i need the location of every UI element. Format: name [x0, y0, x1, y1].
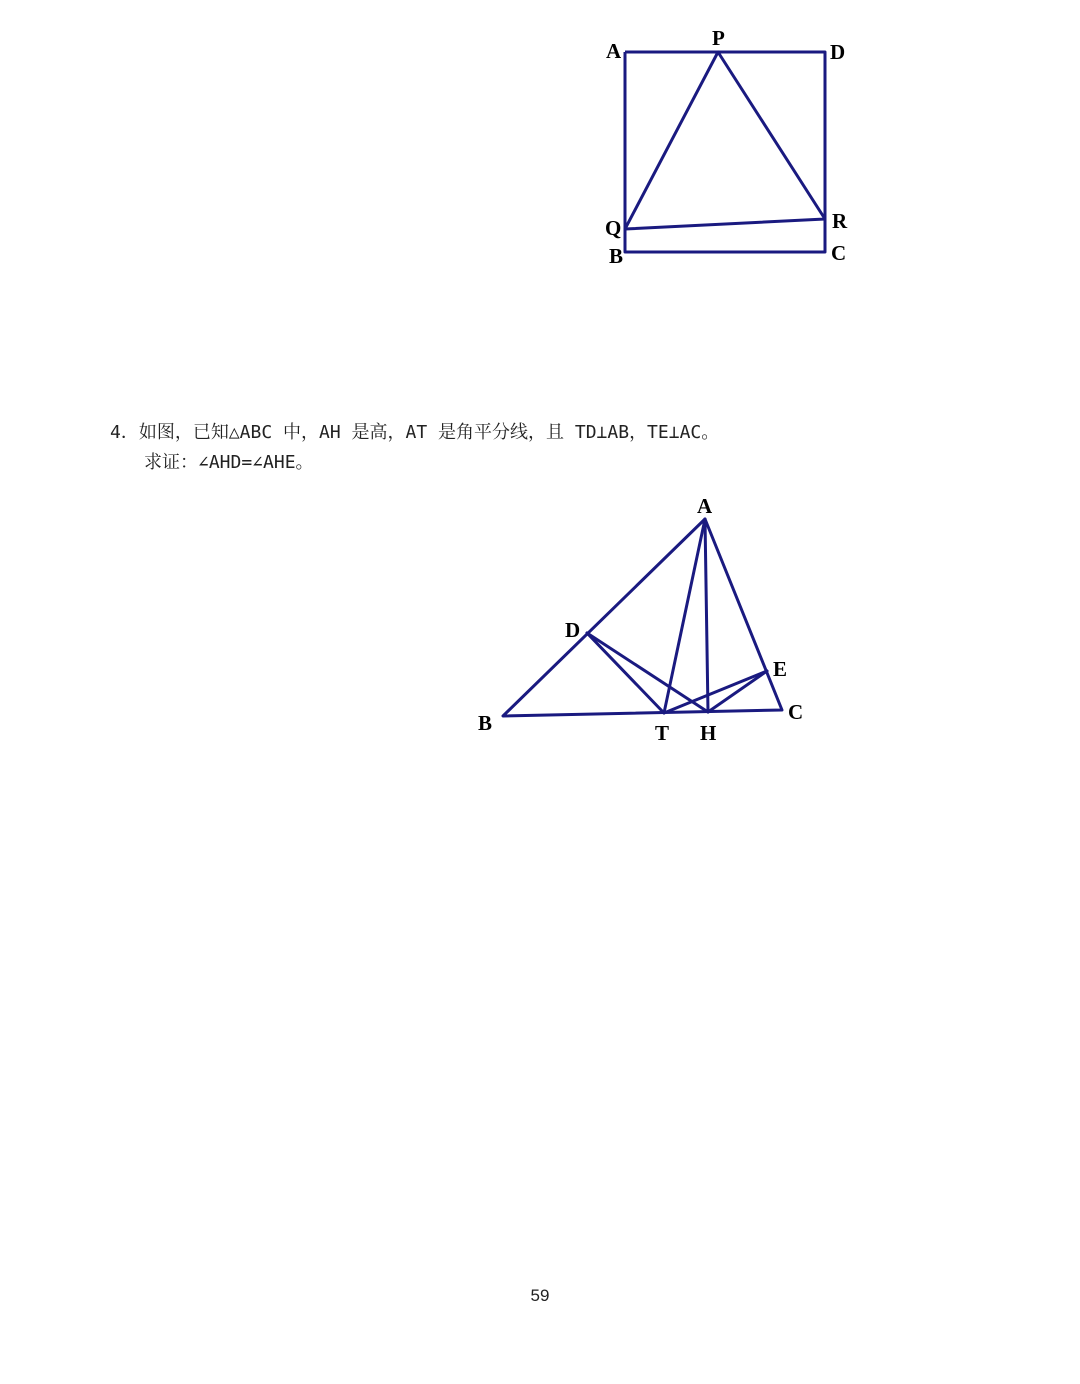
label-b: B [478, 711, 493, 735]
segment-at [664, 519, 705, 713]
label-q: Q [605, 216, 622, 240]
label-e: E [773, 657, 788, 681]
segment-dh [587, 633, 708, 712]
triangle-abc [503, 519, 782, 716]
label-a: A [606, 39, 622, 63]
segment-dt [587, 633, 664, 713]
problem-4-statement: 4．如图，已知△ABC 中，AH 是高，AT 是角平分线，且 TD⊥AB，TE⊥AC。 [110, 422, 720, 443]
label-d: D [565, 618, 581, 642]
label-c: C [788, 700, 804, 724]
label-d: D [830, 40, 846, 64]
label-a: A [697, 494, 713, 518]
segment-ah [705, 519, 708, 712]
label-p: P [712, 26, 725, 50]
label-t: T [655, 721, 670, 745]
page-number: 59 [530, 1286, 550, 1305]
label-c: C [831, 241, 847, 265]
label-h: H [700, 721, 717, 745]
problem-4-prove: 求证：∠AHD=∠AHE。 [144, 452, 314, 473]
label-b: B [609, 244, 624, 268]
label-r: R [832, 209, 848, 233]
